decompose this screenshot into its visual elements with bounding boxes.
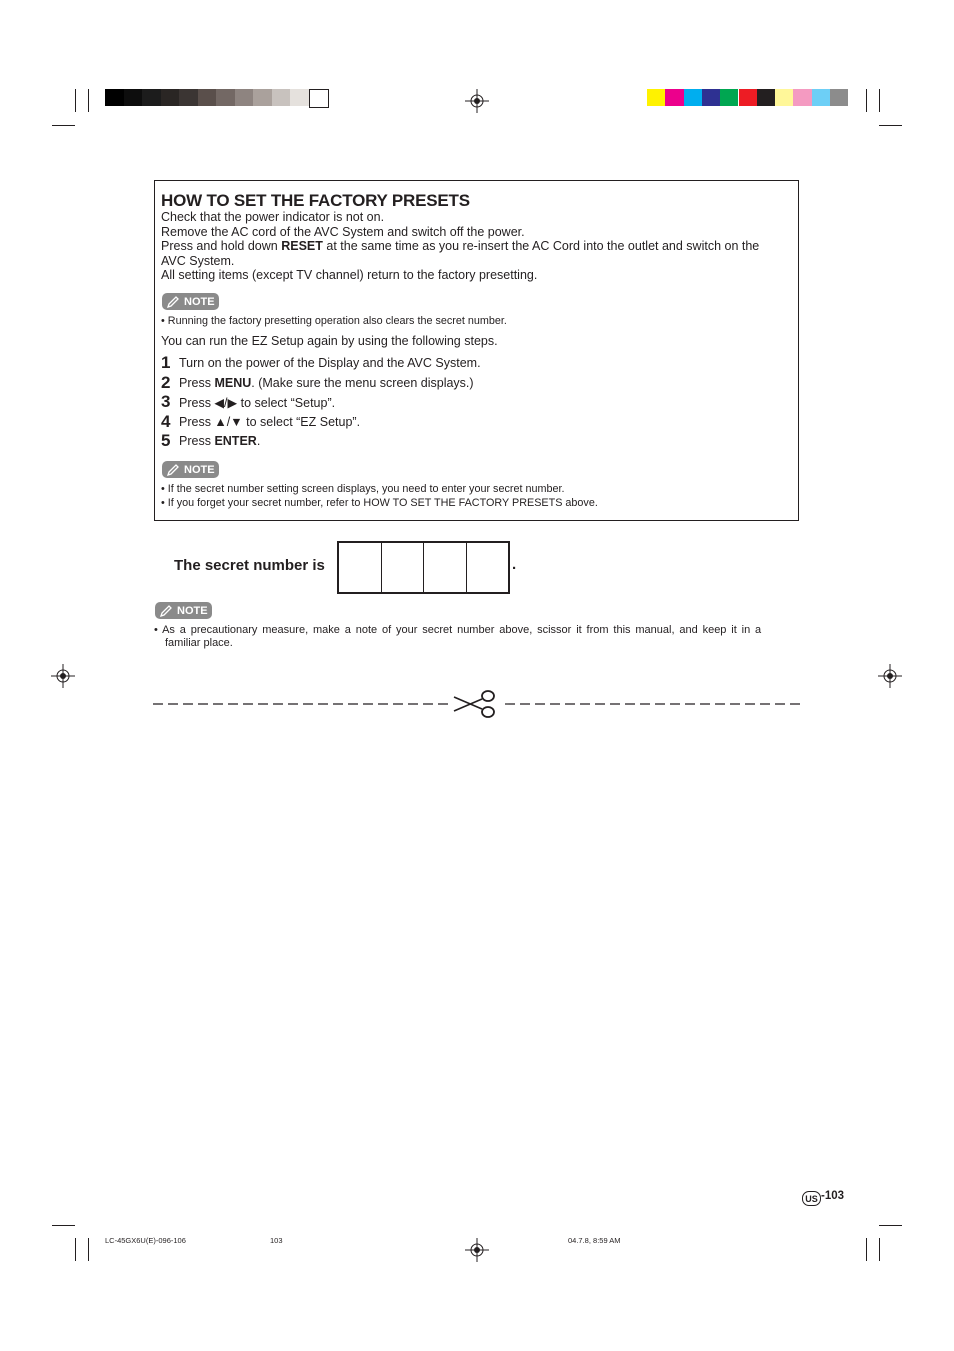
note-label: NOTE bbox=[184, 295, 215, 308]
secret-digit-box[interactable] bbox=[467, 543, 509, 592]
gray-swatch bbox=[179, 89, 198, 106]
step-text-part: Press bbox=[179, 376, 215, 390]
note-badge bbox=[162, 461, 219, 478]
note-label: NOTE bbox=[177, 604, 208, 617]
instruction-line: AVC System. bbox=[161, 254, 235, 268]
crop-mark bbox=[879, 125, 902, 126]
step-key-label: MENU bbox=[214, 376, 252, 390]
color-swatch bbox=[720, 89, 738, 106]
step-text bbox=[179, 395, 335, 410]
pencil-icon bbox=[159, 603, 174, 618]
crop-mark bbox=[52, 125, 75, 126]
instruction-text: at the same time as you re-insert the AC Cord into the outlet and switch on the bbox=[322, 239, 760, 253]
note-text: • If you forget your secret number, refer to HOW TO SET THE FACTORY PRESETS above. bbox=[161, 497, 598, 509]
footer-timestamp: 04.7.8, 8:59 AM bbox=[568, 1236, 621, 1245]
gray-swatch bbox=[142, 89, 161, 106]
crop-mark bbox=[866, 89, 867, 112]
gray-swatch bbox=[124, 89, 143, 106]
reset-key-label: RESET bbox=[281, 239, 323, 253]
crop-mark bbox=[88, 89, 89, 112]
gray-swatch bbox=[235, 89, 254, 106]
crop-mark bbox=[75, 1238, 76, 1261]
gray-swatch bbox=[272, 89, 291, 106]
region-badge: US bbox=[802, 1191, 821, 1206]
color-swatch bbox=[757, 89, 775, 106]
note-text: familiar place. bbox=[165, 637, 233, 649]
gray-swatch bbox=[216, 89, 235, 106]
registration-mark-icon bbox=[878, 664, 902, 688]
secret-digit-box[interactable] bbox=[339, 543, 382, 592]
step-text-part: Press ▲/▼ to select “EZ Setup”. bbox=[179, 415, 361, 429]
instruction-line: All setting items (except TV channel) return to the factory presetting. bbox=[161, 268, 538, 282]
step-text-part: Turn on the power of the Display and the AVC System. bbox=[179, 356, 481, 370]
secret-digit-box[interactable] bbox=[382, 543, 425, 592]
step-text-part: Press ◀/▶ to select “Setup”. bbox=[179, 396, 336, 410]
crop-mark bbox=[75, 89, 76, 112]
step-number: 3 bbox=[161, 392, 171, 411]
color-swatch bbox=[830, 89, 848, 106]
color-swatch bbox=[793, 89, 811, 106]
secret-number-boxes bbox=[337, 541, 510, 594]
color-swatch bbox=[812, 89, 830, 106]
note-text: • Running the factory presetting operation also clears the secret number. bbox=[161, 315, 507, 327]
instruction-line bbox=[161, 239, 759, 254]
scissors-icon bbox=[452, 689, 498, 719]
crop-mark bbox=[879, 89, 880, 112]
section-title: HOW TO SET THE FACTORY PRESETS bbox=[161, 191, 470, 210]
crop-mark bbox=[88, 1238, 89, 1261]
step-key-label: ENTER bbox=[214, 434, 257, 448]
gray-swatch bbox=[161, 89, 180, 106]
instruction-line: Remove the AC cord of the AVC System and switch off the power. bbox=[161, 225, 525, 239]
footer-file-name: LC-45GX6U(E)-096-106 bbox=[105, 1236, 186, 1245]
secret-number-period: . bbox=[512, 556, 517, 573]
step-text bbox=[179, 376, 474, 390]
gray-swatch bbox=[309, 89, 330, 108]
registration-mark-icon bbox=[51, 664, 75, 688]
gray-swatch bbox=[290, 89, 309, 106]
color-swatch bbox=[702, 89, 720, 106]
step-number: 4 bbox=[161, 412, 171, 431]
gray-swatch bbox=[105, 89, 124, 106]
gray-swatch bbox=[198, 89, 217, 106]
registration-mark-icon bbox=[465, 89, 489, 113]
color-swatch bbox=[775, 89, 793, 106]
step-text-part: . (Make sure the menu screen displays.) bbox=[251, 376, 474, 390]
crop-mark bbox=[879, 1238, 880, 1261]
crop-mark bbox=[866, 1238, 867, 1261]
color-swatch bbox=[684, 89, 702, 106]
step-text bbox=[179, 415, 360, 429]
footer-page: 103 bbox=[270, 1236, 283, 1245]
color-swatch bbox=[665, 89, 683, 106]
step-number: 1 bbox=[161, 353, 171, 372]
step-number: 5 bbox=[161, 431, 171, 450]
instruction-line: Check that the power indicator is not on. bbox=[161, 210, 385, 224]
crop-mark bbox=[879, 1225, 902, 1226]
note-badge bbox=[155, 602, 212, 619]
note-badge bbox=[162, 293, 219, 310]
ez-setup-intro: You can run the EZ Setup again by using the following steps. bbox=[161, 334, 498, 348]
step-text bbox=[179, 356, 481, 370]
note-label: NOTE bbox=[184, 463, 215, 476]
step-text bbox=[179, 434, 260, 448]
pencil-icon bbox=[166, 462, 181, 477]
secret-digit-box[interactable] bbox=[424, 543, 467, 592]
step-text-part: Press bbox=[179, 434, 215, 448]
secret-number-label: The secret number is bbox=[174, 557, 325, 574]
step-number: 2 bbox=[161, 373, 171, 392]
gray-swatch bbox=[253, 89, 272, 106]
color-swatch bbox=[647, 89, 665, 106]
note-text: • As a precautionary measure, make a note of your secret number above, scissor it from this manual, and keep it in a bbox=[154, 624, 762, 636]
pencil-icon bbox=[166, 294, 181, 309]
registration-mark-icon bbox=[465, 1238, 489, 1262]
page-number: -103 bbox=[821, 1190, 845, 1202]
step-text-part: . bbox=[256, 434, 261, 448]
instruction-text: Press and hold down bbox=[161, 239, 282, 253]
color-swatch bbox=[739, 89, 757, 106]
note-text: • If the secret number setting screen displays, you need to enter your secret number. bbox=[161, 483, 565, 495]
crop-mark bbox=[52, 1225, 75, 1226]
